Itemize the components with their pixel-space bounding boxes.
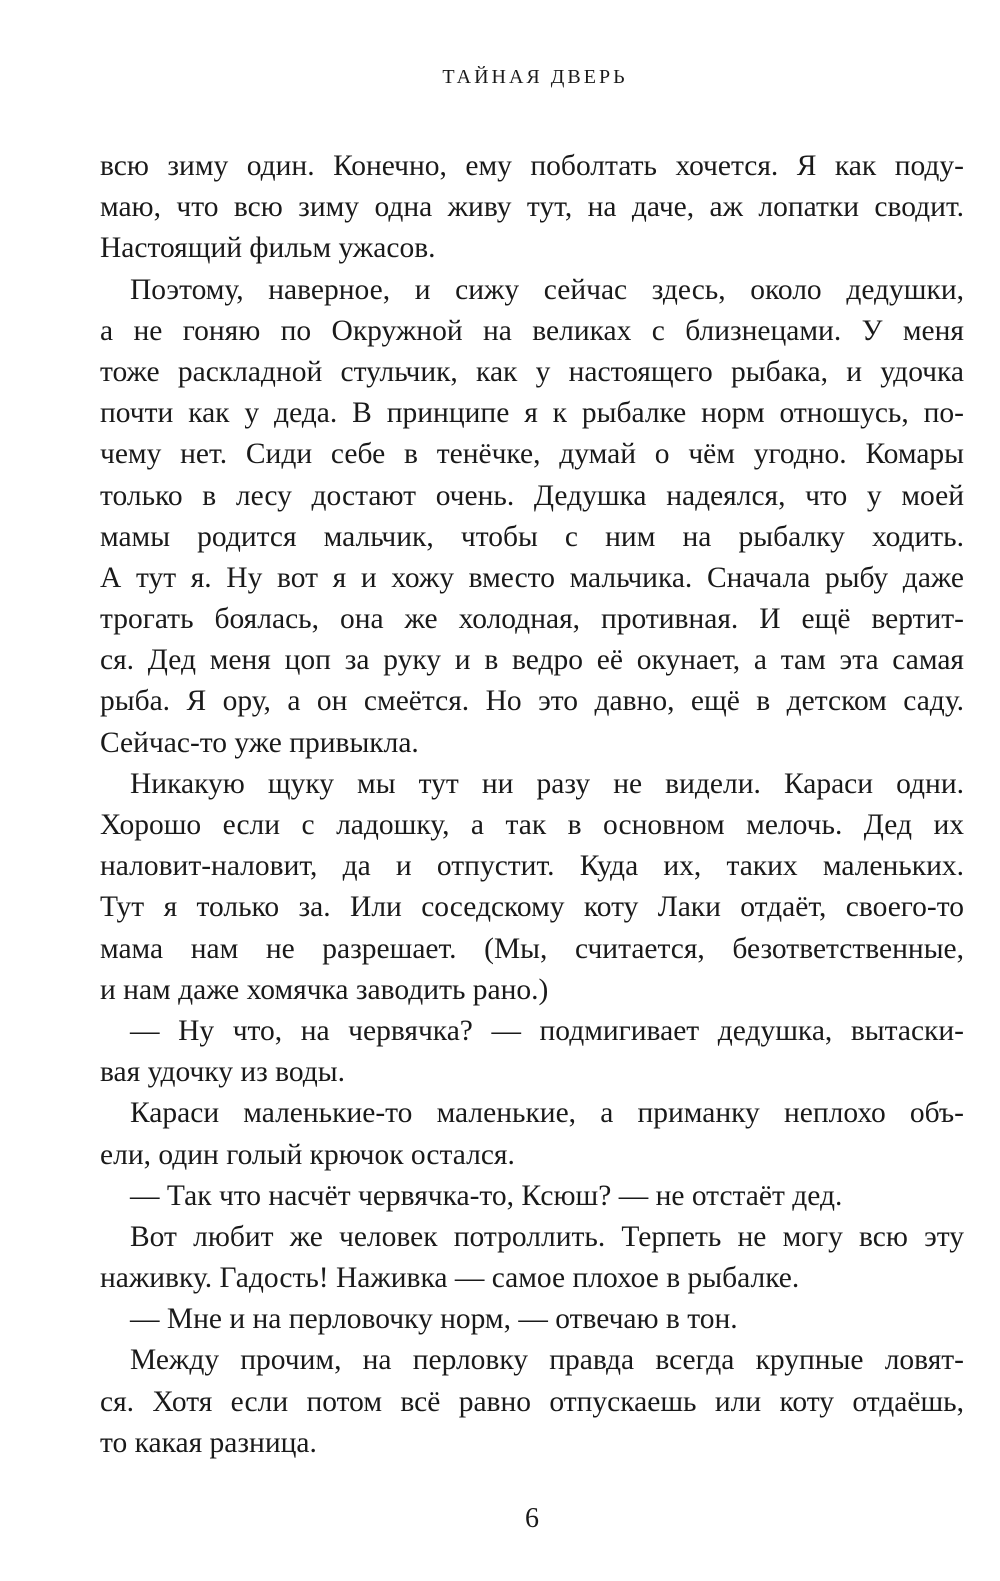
text-line: мама нам не разрешает. (Мы, считается, безответственные, (100, 932, 964, 965)
text-line: ся. Дед меня цоп за руку и в ведро её окунает, а там эта самая (100, 644, 964, 677)
text-line: чему нет. Сиди себе в тенёчке, думай о чём угодно. Комары (100, 438, 964, 471)
text-line: Поэтому, наверное, и сижу сейчас здесь, около дедушки, (130, 273, 964, 306)
text-line: Хорошо если с ладошку, а так в основном мелочь. Дед их (100, 809, 964, 841)
text-line: Настоящий фильм ужасов. (100, 232, 436, 265)
page-number: 6 (525, 1503, 539, 1534)
text-line: вая удочку из воды. (100, 1056, 345, 1089)
text-line: рыба. Я ору, а он смеётся. Но это давно, ещё в детском саду. (100, 685, 964, 718)
text-line: Тут я только за. Или соседскому коту Лаки отдаёт, своего-то (100, 891, 964, 924)
text-line: почти как у деда. В принципе я к рыбалке норм отношусь, по- (100, 397, 964, 430)
text-line: тоже раскладной стульчик, как у настоящего рыбака, и удочка (100, 355, 964, 388)
running-header: ТАЙНАЯ ДВЕРЬ (442, 66, 628, 88)
text-line: А тут я. Ну вот я и хожу вместо мальчика. Сначала рыбу даже (100, 561, 964, 594)
text-line: Сейчас-то уже привыкла. (100, 726, 419, 759)
text-line: маю, что всю зиму одна живу тут, на даче, аж лопатки сводит. (100, 191, 964, 224)
text-line: ся. Хотя если потом всё равно отпускаешь или коту отдаёшь, (100, 1385, 964, 1418)
text-line: наловит-наловит, да и отпустит. Куда их, таких маленьких. (100, 850, 964, 883)
body-text (100, 146, 964, 1464)
text-line: только в лесу достают очень. Дедушка надеялся, что у моей (100, 479, 964, 512)
text-line: ели, один голый крючок остался. (100, 1138, 515, 1171)
text-line: — Так что насчёт червячка-то, Ксюш? — не отстаёт дед. (130, 1179, 843, 1212)
text-line: мамы родится мальчик, чтобы с ним на рыбалку ходить. (100, 520, 964, 553)
text-line: а не гоняю по Окружной на великах с близнецами. У меня (100, 314, 964, 347)
text-line: и нам даже хомячка заводить рано.) (100, 973, 549, 1006)
text-line: Вот любит же человек потроллить. Терпеть не могу всю эту (130, 1220, 964, 1253)
text-line: — Мне и на перловочку норм, — отвечаю в тон. (130, 1303, 738, 1336)
text-line: трогать боялась, она же холодная, противная. И ещё вертит- (100, 603, 964, 636)
text-line: то какая разница. (100, 1426, 317, 1459)
text-line: наживку. Гадость! Наживка — самое плохое в рыбалке. (100, 1262, 800, 1295)
text-line: Никакую щуку мы тут ни разу не видели. Караси одни. (130, 767, 964, 800)
text-line: Между прочим, на перловку правда всегда крупные ловят- (130, 1344, 964, 1377)
text-line: всю зиму один. Конечно, ему поболтать хочется. Я как поду- (100, 150, 964, 182)
text-line: — Ну что, на червячка? — подмигивает дедушка, вытаски- (130, 1014, 964, 1047)
text-line: Караси маленькие-то маленькие, а приманку неплохо объ- (130, 1097, 964, 1130)
